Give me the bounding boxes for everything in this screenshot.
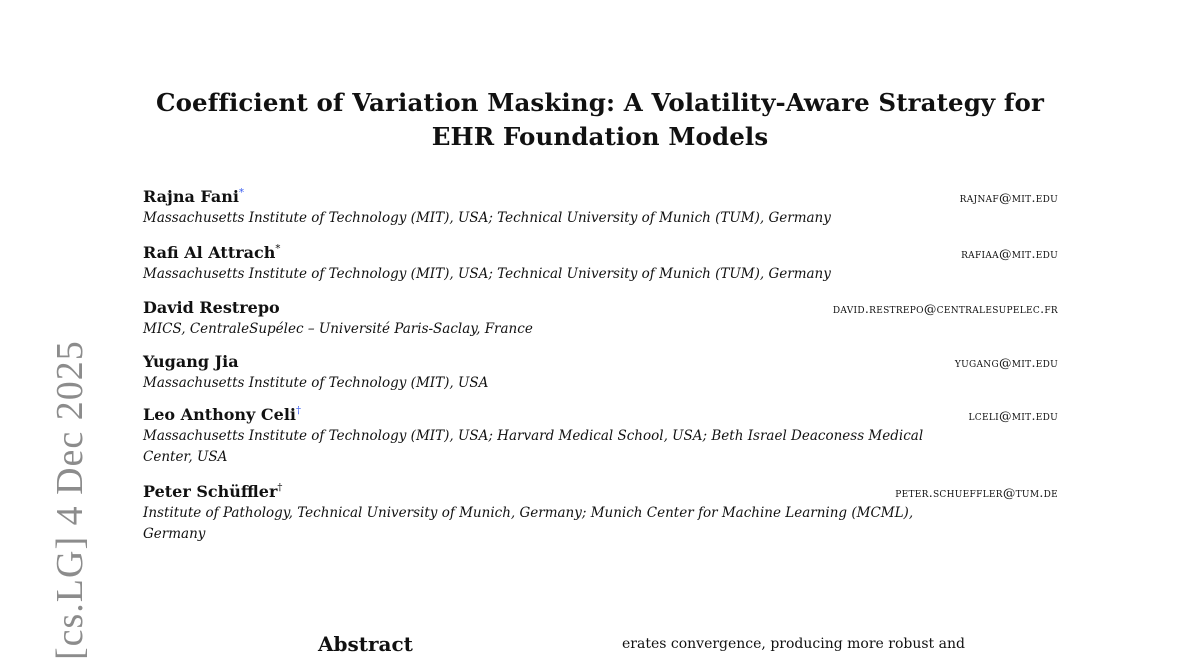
author-affiliation: Massachusetts Institute of Technology (MIT), USA; Technical University of Munich (TUM), Germany [143, 210, 831, 226]
senior-author-mark: † [277, 482, 283, 494]
author-block [143, 187, 1058, 229]
author-block [143, 243, 1058, 285]
author-email[interactable]: rafiaa@mit.edu [961, 246, 1058, 261]
arxiv-sidebar-stamp: [cs.LG] 4 Dec 2025 [49, 340, 91, 660]
affiliation-line: Germany [143, 526, 206, 542]
paper-title [0, 86, 1200, 154]
author-name: Rafi Al Attrach* [143, 243, 281, 262]
affiliation-line: Center, USA [143, 449, 228, 465]
author-block [143, 482, 1058, 545]
author-affiliation [143, 503, 1058, 545]
author-affiliation: Massachusetts Institute of Technology (MIT), USA [143, 375, 489, 391]
author-email[interactable]: rajnaf@mit.edu [959, 190, 1058, 205]
equal-contribution-mark: * [238, 187, 244, 199]
author-affiliation [143, 426, 1058, 468]
paper-title-line-1: Coefficient of Variation Masking: A Volatility-Aware Strategy for [156, 88, 1044, 117]
author-name: Rajna Fani* [143, 187, 244, 206]
author-name: Yugang Jia [143, 352, 239, 371]
author-block [143, 352, 1058, 394]
author-block [143, 298, 1058, 340]
author-affiliation: Massachusetts Institute of Technology (MIT), USA; Technical University of Munich (TUM), Germany [143, 266, 831, 282]
paper-title-line-2: EHR Foundation Models [431, 122, 769, 151]
author-affiliation: MICS, CentraleSupélec – Université Paris-Saclay, France [143, 321, 533, 337]
affiliation-line: Massachusetts Institute of Technology (MIT), USA; Harvard Medical School, USA; Beth Israel Deaconess Medical [143, 428, 924, 444]
author-email[interactable]: david.restrepo@centralesupelec.fr [832, 301, 1058, 316]
abstract-continuation-text: erates convergence, producing more robust and [622, 636, 965, 652]
author-email[interactable]: lceli@mit.edu [968, 408, 1058, 423]
abstract-heading: Abstract [318, 632, 413, 656]
author-name: Leo Anthony Celi† [143, 405, 301, 424]
author-email[interactable]: yugang@mit.edu [954, 355, 1058, 370]
author-name: Peter Schüffler† [143, 482, 283, 501]
author-block [143, 405, 1058, 468]
author-name: David Restrepo [143, 298, 280, 317]
affiliation-line: Institute of Pathology, Technical University of Munich, Germany; Munich Center for Machine Learning (MCML), [143, 505, 914, 521]
senior-author-mark: † [295, 405, 301, 417]
author-email[interactable]: peter.schueffler@tum.de [895, 485, 1058, 500]
equal-contribution-mark: * [275, 243, 281, 255]
